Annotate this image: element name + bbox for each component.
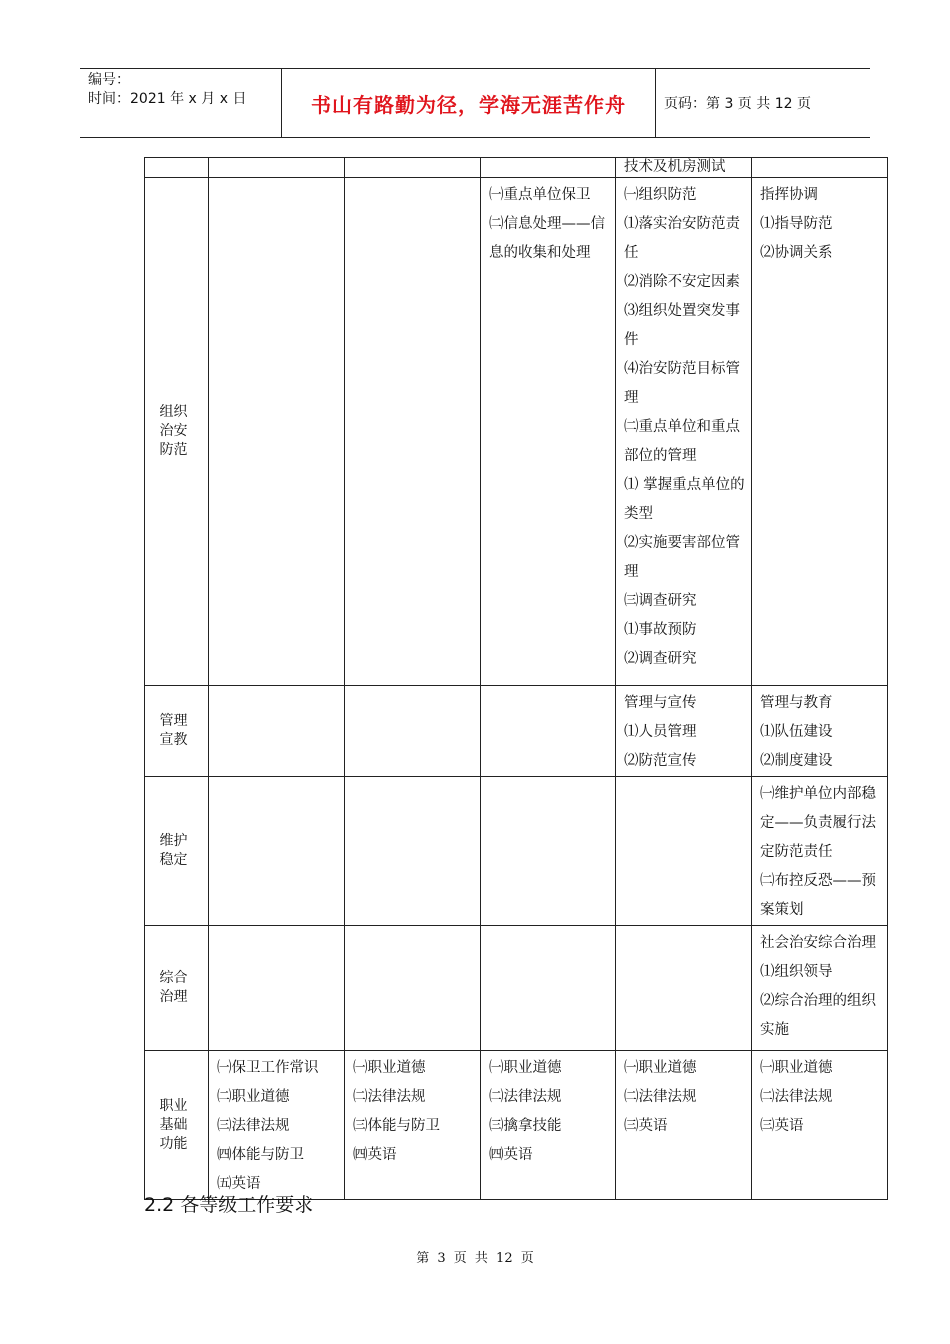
table-row bbox=[145, 686, 888, 777]
section-heading: 2.2 各等级工作要求 bbox=[144, 1194, 314, 1216]
table-cell bbox=[752, 1051, 888, 1200]
table-cell bbox=[481, 686, 616, 777]
cell-line: ㈢法律法规 bbox=[217, 1118, 290, 1134]
cell-line: ㈠职业道德 bbox=[353, 1060, 426, 1076]
table-cell bbox=[345, 1051, 481, 1200]
table-row bbox=[145, 1051, 888, 1200]
table-cell bbox=[752, 777, 888, 926]
row-label: 维护稳定 bbox=[159, 833, 188, 868]
row-label: 综合治理 bbox=[159, 970, 188, 1005]
table-cell bbox=[345, 686, 481, 777]
cell-line: ㈡法律法规 bbox=[760, 1089, 833, 1105]
cell-line: ㈠组织防范 bbox=[624, 187, 697, 203]
table-cell bbox=[616, 777, 752, 926]
table-row bbox=[145, 777, 888, 926]
table-cell bbox=[616, 178, 752, 686]
row-label-cell bbox=[145, 926, 209, 1051]
header-motto-cell bbox=[282, 69, 656, 137]
row-label-cell bbox=[145, 178, 209, 686]
table-cell bbox=[209, 926, 345, 1051]
table-cell bbox=[616, 926, 752, 1051]
table-cell bbox=[752, 178, 888, 686]
table-cell bbox=[481, 158, 616, 178]
cell-line: ⑵实施要害部位管理 bbox=[624, 535, 740, 580]
cell-line: 管理与宣传 bbox=[624, 695, 697, 711]
row-label-cell bbox=[145, 777, 209, 926]
cell-line: ㈡法律法规 bbox=[489, 1089, 562, 1105]
header-meta bbox=[80, 69, 282, 137]
cell-line: ⑴人员管理 bbox=[624, 724, 697, 740]
row-label: 职业基础功能 bbox=[159, 1097, 188, 1152]
requirements-table bbox=[144, 157, 888, 1200]
cell-line: ⑴落实治安防范责任 bbox=[624, 216, 740, 261]
table-cell bbox=[752, 686, 888, 777]
cell-line: ⑵协调关系 bbox=[760, 245, 833, 261]
page-footer: 第 3 页 共 12 页 bbox=[416, 1251, 534, 1266]
table-cell bbox=[481, 1051, 616, 1200]
cell-line: ⑴指导防范 bbox=[760, 216, 833, 232]
table-cell bbox=[209, 1051, 345, 1200]
table-cell bbox=[481, 777, 616, 926]
cell-line: ㈠维护单位内部稳定——负责履行法定防范责任 bbox=[760, 786, 876, 860]
cell-line: ㈠职业道德 bbox=[624, 1060, 697, 1076]
table-cell bbox=[616, 1051, 752, 1200]
table-cell bbox=[752, 158, 888, 178]
cell-line: ⑵制度建设 bbox=[760, 753, 833, 769]
cell-line: ⑶组织处置突发事件 bbox=[624, 303, 740, 348]
cell-line: ⑵调查研究 bbox=[624, 651, 697, 667]
cell-line: ㈢英语 bbox=[760, 1118, 804, 1134]
table-cell bbox=[752, 926, 888, 1051]
cell-line: ⑵消除不安定因素 bbox=[624, 274, 740, 290]
table-cell bbox=[345, 777, 481, 926]
cell-line: ㈠重点单位保卫 bbox=[489, 187, 591, 203]
cell-line: ⑴ 掌握重点单位的类型 bbox=[624, 477, 745, 522]
table-cell bbox=[481, 178, 616, 686]
table-cell bbox=[209, 178, 345, 686]
cell-line: ㈢英语 bbox=[624, 1118, 668, 1134]
table-cell bbox=[209, 777, 345, 926]
document-number-label: 编号： bbox=[88, 72, 130, 88]
table-cell bbox=[616, 158, 752, 178]
table-cell bbox=[209, 686, 345, 777]
cell-line: ⑴队伍建设 bbox=[760, 724, 833, 740]
cell-line: ⑴组织领导 bbox=[760, 964, 833, 980]
row-label-cell bbox=[145, 1051, 209, 1200]
cell-line: ⑴事故预防 bbox=[624, 622, 697, 638]
cell-line: ㈡信息处理——信息的收集和处理 bbox=[489, 216, 605, 261]
row-label: 管理宣教 bbox=[159, 713, 188, 748]
header-page-info: 页码：第 3 页 共 12 页 bbox=[664, 96, 811, 112]
cell-line: ⑵防范宣传 bbox=[624, 753, 697, 769]
cell-line: ㈠职业道德 bbox=[760, 1060, 833, 1076]
table-row bbox=[145, 926, 888, 1051]
row-label-cell bbox=[145, 158, 209, 178]
cell-line: ㈣英语 bbox=[353, 1147, 397, 1163]
table-cell bbox=[345, 926, 481, 1051]
cell-line: ㈣英语 bbox=[489, 1147, 533, 1163]
table-cell bbox=[481, 926, 616, 1051]
header-motto: 书山有路勤为径，学海无涯苦作舟 bbox=[311, 92, 626, 117]
cell-line: 管理与教育 bbox=[760, 695, 833, 711]
cell-line: 指挥协调 bbox=[760, 187, 818, 203]
document-time: 时间：2021 年 x 月 x 日 bbox=[88, 91, 247, 107]
cell-line: ㈡布控反恐——预案策划 bbox=[760, 873, 876, 918]
cell-line: ㈡职业道德 bbox=[217, 1089, 290, 1105]
row-label-cell bbox=[145, 686, 209, 777]
requirements-table-body bbox=[145, 158, 888, 1200]
cell-line: ㈤英语 bbox=[217, 1176, 261, 1192]
cell-line: ㈢擒拿技能 bbox=[489, 1118, 562, 1134]
cell-line: ㈠保卫工作常识 bbox=[217, 1060, 319, 1076]
table-cell bbox=[345, 158, 481, 178]
table-cell bbox=[616, 686, 752, 777]
cell-line: ㈡法律法规 bbox=[624, 1089, 697, 1105]
cell-line: ⑵综合治理的组织实施 bbox=[760, 993, 876, 1038]
cell-line: ㈡法律法规 bbox=[353, 1089, 426, 1105]
row-label: 组织治安防范 bbox=[159, 404, 188, 458]
page-header bbox=[80, 68, 870, 138]
table-row bbox=[145, 178, 888, 686]
cell-line: ㈢调查研究 bbox=[624, 593, 697, 609]
cell-line: ⑷治安防范目标管理 bbox=[624, 361, 740, 406]
table-row bbox=[145, 158, 888, 178]
cell-line: 技术及机房测试 bbox=[624, 159, 726, 175]
table-cell bbox=[209, 158, 345, 178]
cell-line: ㈠职业道德 bbox=[489, 1060, 562, 1076]
table-cell bbox=[345, 178, 481, 686]
cell-line: ㈣体能与防卫 bbox=[217, 1147, 304, 1163]
cell-line: 社会治安综合治理 bbox=[760, 935, 876, 951]
cell-line: ㈢体能与防卫 bbox=[353, 1118, 440, 1134]
cell-line: ㈡重点单位和重点部位的管理 bbox=[624, 419, 740, 464]
